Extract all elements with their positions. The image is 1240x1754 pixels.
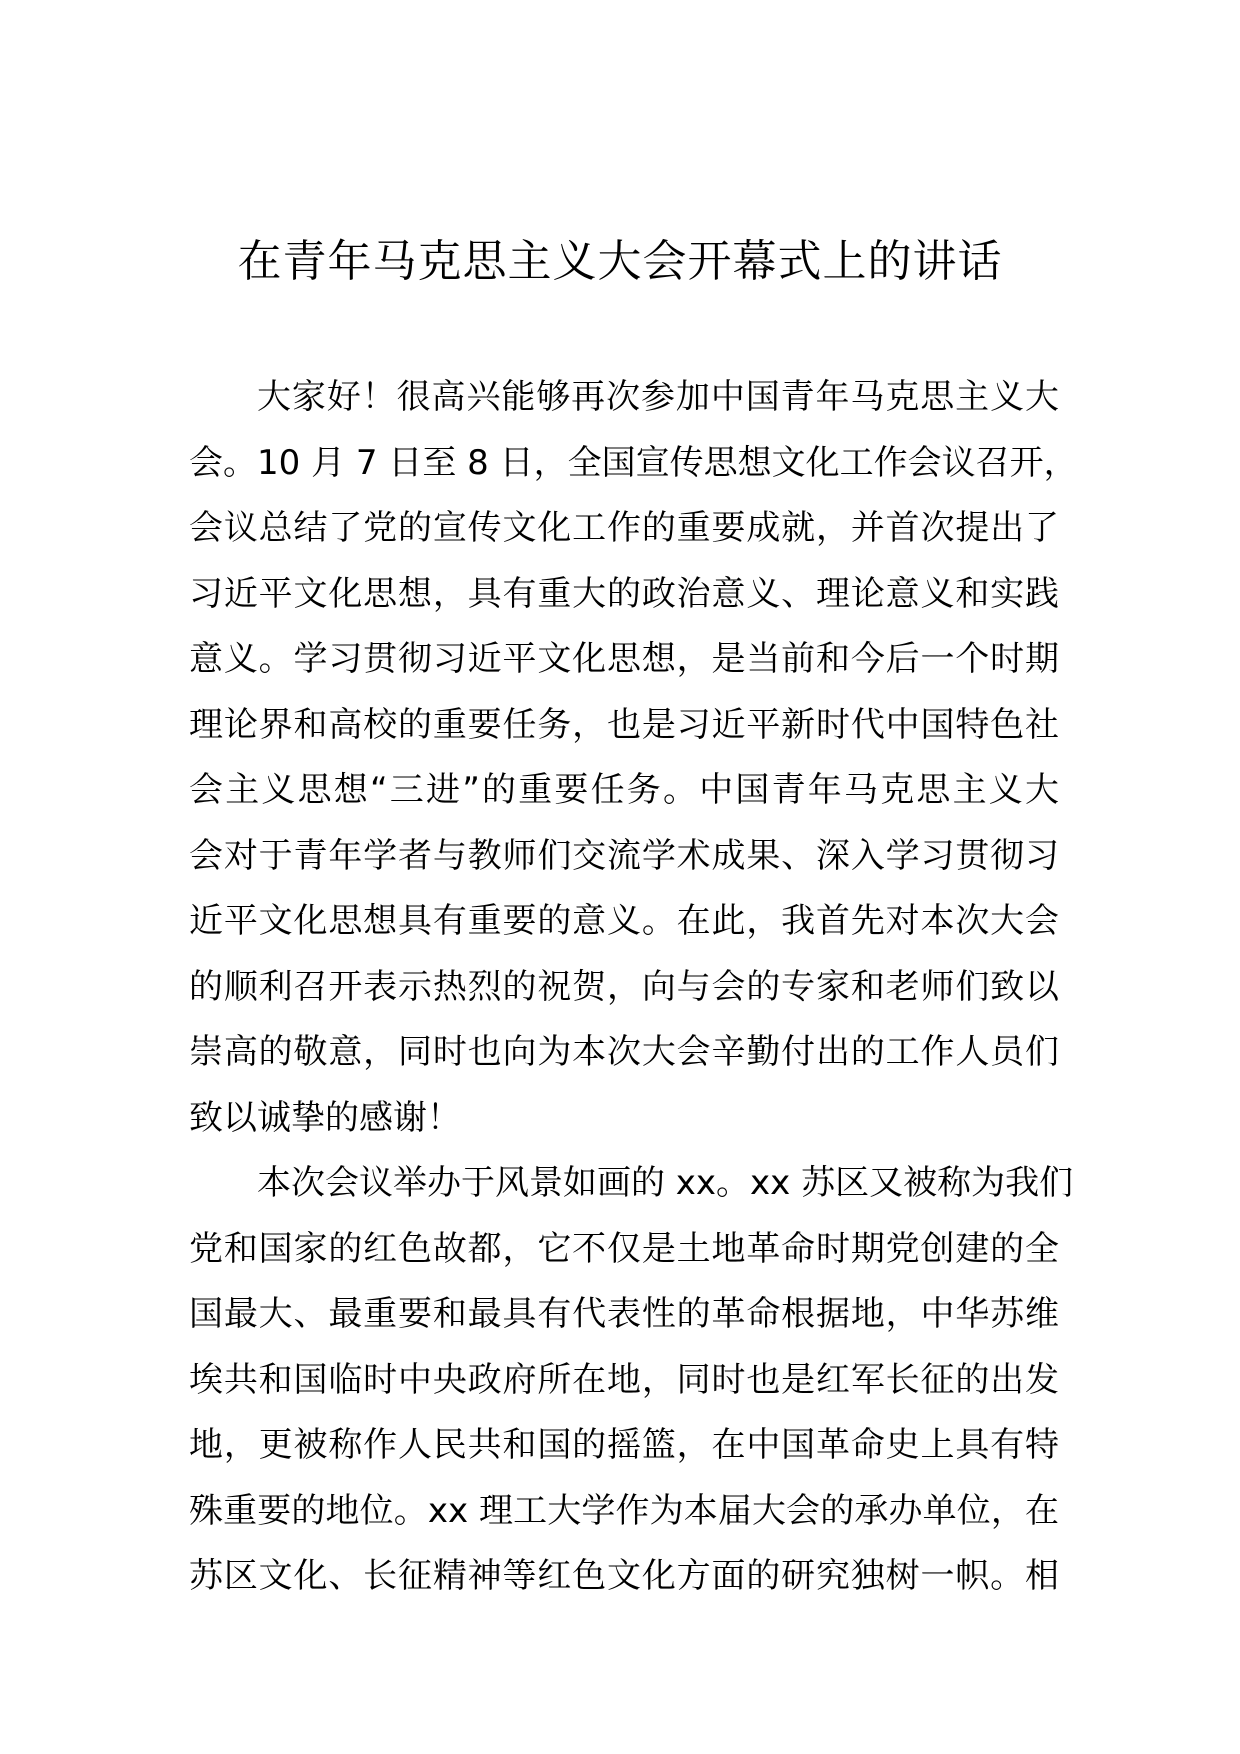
document-title: 在青年马克思主义大会开幕式上的讲话 [237, 236, 1003, 287]
paragraph-line: 会对于青年学者与教师们交流学术成果、深入学习贯彻习 [189, 835, 1059, 876]
paragraph-line: 会。10 月 7 日至 8 日，全国宣传思想文化工作会议召开， [189, 442, 1078, 483]
paragraph-line: 苏区文化、长征精神等红色文化方面的研究独树一帜。相 [189, 1556, 1059, 1596]
paragraph-line: 理论界和高校的重要任务，也是习近平新时代中国特色社 [189, 704, 1059, 745]
paragraph-line: 近平文化思想具有重要的意义。在此，我首先对本次大会 [189, 901, 1059, 941]
paragraph-line: 的顺利召开表示热烈的祝贺，向与会的专家和老师们致以 [189, 966, 1059, 1007]
paragraph-line: 意义。学习贯彻习近平文化思想，是当前和今后一个时期 [189, 639, 1059, 679]
paragraph-line: 会议总结了党的宣传文化工作的重要成就，并首次提出了 [189, 508, 1059, 548]
paragraph-line: 崇高的敬意，同时也向为本次大会辛勤付出的工作人员们 [189, 1032, 1059, 1072]
document-body [189, 365, 1078, 1610]
paragraph-line: 致以诚挚的感谢！ [189, 1097, 461, 1138]
paragraph-line: 国最大、最重要和最具有代表性的革命根据地，中华苏维 [189, 1294, 1059, 1334]
paragraph-line: 会主义思想“三进”的重要任务。中国青年马克思主义大 [189, 770, 1059, 810]
paragraph-line: 本次会议举办于风景如画的 xx。xx 苏区又被称为我们 [257, 1163, 1074, 1203]
paragraph-line: 地，更被称作人民共和国的摇篮，在中国革命史上具有特 [189, 1425, 1059, 1465]
paragraph-line: 大家好！很高兴能够再次参加中国青年马克思主义大 [257, 377, 1059, 417]
paragraph-line: 习近平文化思想，具有重大的政治意义、理论意义和实践 [189, 573, 1059, 614]
paragraph [189, 1151, 1074, 1610]
paragraph-line: 殊重要的地位。xx 理工大学作为本届大会的承办单位，在 [189, 1490, 1059, 1531]
paragraph [189, 365, 1078, 1151]
paragraph-line: 党和国家的红色故都，它不仅是土地革命时期党创建的全 [189, 1228, 1059, 1269]
paragraph-line: 埃共和国临时中央政府所在地，同时也是红军长征的出发 [189, 1359, 1059, 1400]
